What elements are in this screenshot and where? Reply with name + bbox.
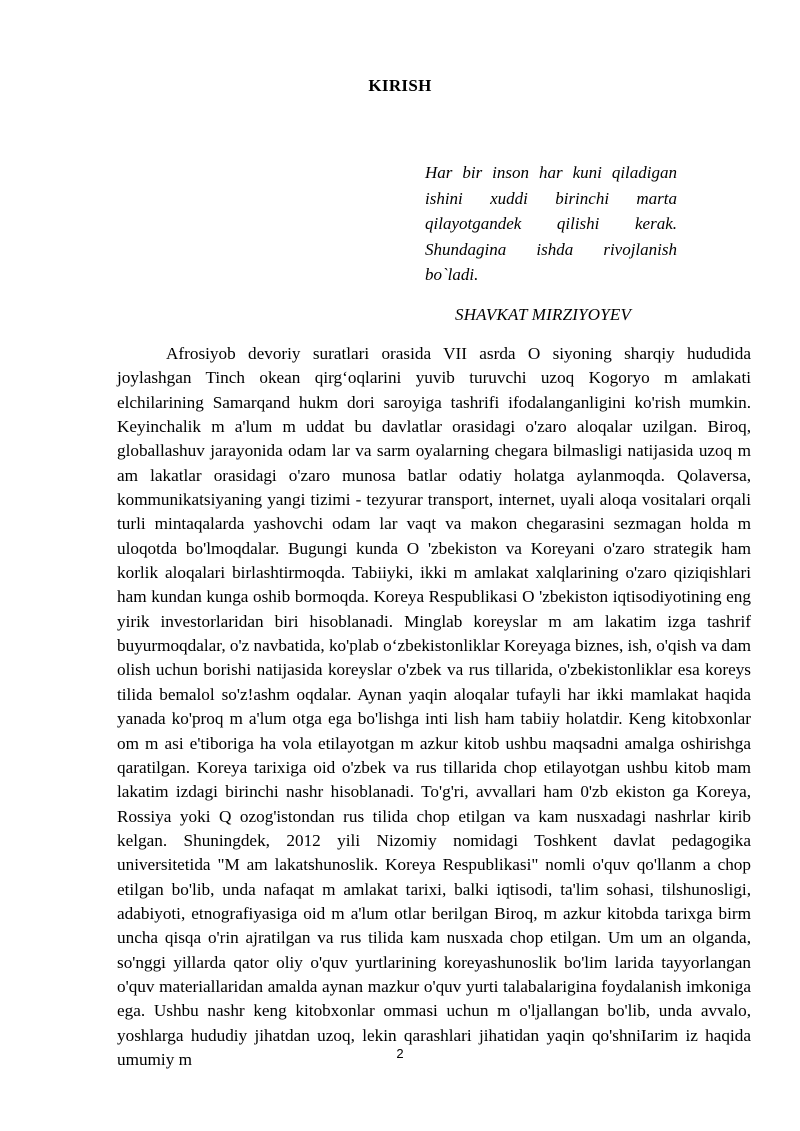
epigraph-author: SHAVKAT MIRZIYOYEV bbox=[455, 305, 632, 324]
page-title: KIRISH bbox=[368, 76, 432, 95]
body-paragraph: Afrosiyob devoriy suratlari orasida VII asrda O siyoning sharqiy hududida joylashgan Tinch okean qirg‘oqlarini yuvib turuvchi uzoq Kogoryo m amlakati elchilarining Samarqand hukm dori saroyiga tashrifi ifodalanganligini ko'rish mumkin. Keyinchalik m a'lum m uddat bu davlatlar orasidagi o'zaro aloqalar uzilgan. Biroq, globallashuv jarayonida odam lar va sarm oyalarning chegara bilmasligi natijasida uzoq m am lakatlar orasidagi o'zaro munosa batlar odatiy holatga aylanmoqda. Qolaversa, kommunikatsiyaning yangi tizimi - tezyurar transport, internet, uyali aloqa vositalari orqali turli mintaqalarda yashovchi odam lar vaqt va makon chegarasini sezmagan holda m uloqotda bo'lmoqdalar. Bugungi kunda O 'zbekiston va Koreyani o'zaro strategik ham korlik aloqalari birlashtirmoqda. Tabiiyki, ikki m amlakat xalqlarining o'zaro qiziqishlari ham kundan kunga oshib bormoqda. Koreya Respublikasi O 'zbekiston iqtisodiyotining eng yirik investorlaridan biri hisoblanadi. Minglab koreyslar m am lakatim izga tashrif buyurmoqdalar, o'z navbatida, ko'plab o‘zbekistonliklar Koreyaga biznes, ish, o'qish va dam olish uchun borishi natijasida koreyslar o'zbek va rus tillarida, o'zbekistonliklar esa koreys tilida bemalol so'z!ashm oqdalar. Aynan yaqin aloqalar tufayli har ikki mamlakat haqida yanada ko'proq m a'lum otga ega bo'lishga inti lish ham tabiiy holatdir. Keng kitobxonlar om m asi e'tiboriga ha vola etilayotgan m azkur kitob ushbu maqsadni amalga oshirishga qaratilgan. Koreya tarixiga oid o'zbek va rus tillarida chop etilayotgan ushbu kitob mam lakatim izdagi birinchi nashr hisoblanadi. To'g'ri, avvallari ham 0'zb ekiston ga Koreya, Rossiya yoki Q ozog'istondan rus tilida chop etilgan va kam nusxadagi nashrlar kirib kelgan. Shuningdek, 2012 yili Nizomiy nomidagi Toshkent davlat pedagogika universitetida "M am lakatshunoslik. Koreya Respublikasi" nomli o'quv qo'llanm a chop etilgan bo'lib, unda nafaqat m amlakat tarixi, balki iqtisodi, ta'lim sohasi, tilshunosligi, adabiyoti, etnografiyasiga oid m a'lum otlar berilgan Biroq, m azkur kitobda tarixga birm uncha qisqa o'rin ajratilgan va rus tilida kam nusxada chop etilgan. Um um an olganda, so'nggi yillarda qator oliy o'quv yurtlarining koreyashunoslik bo'lim larida tayyorlangan o'quv materiallaridan amalda aynan mazkur o'quv yurti talabalarigina foydalanish imkoniga ega. Ushbu nashr keng kitobxonlar ommasi uchun m o'ljallangan bo'lib, unda avvalo, yoshlarga hududiy jihatdan uzoq, lekin qarashlari jihatidan yaqin qo'shniIarim iz haqida umumiy m bbox=[117, 344, 751, 1069]
epigraph-quote: Har bir inson har kuni qiladigan ishini xuddi birinchi marta qilayotgandek qilishi kerak. Shundagina ishda rivojlanish bo`ladi. bbox=[425, 163, 677, 285]
page-number: 2 bbox=[396, 1046, 404, 1061]
